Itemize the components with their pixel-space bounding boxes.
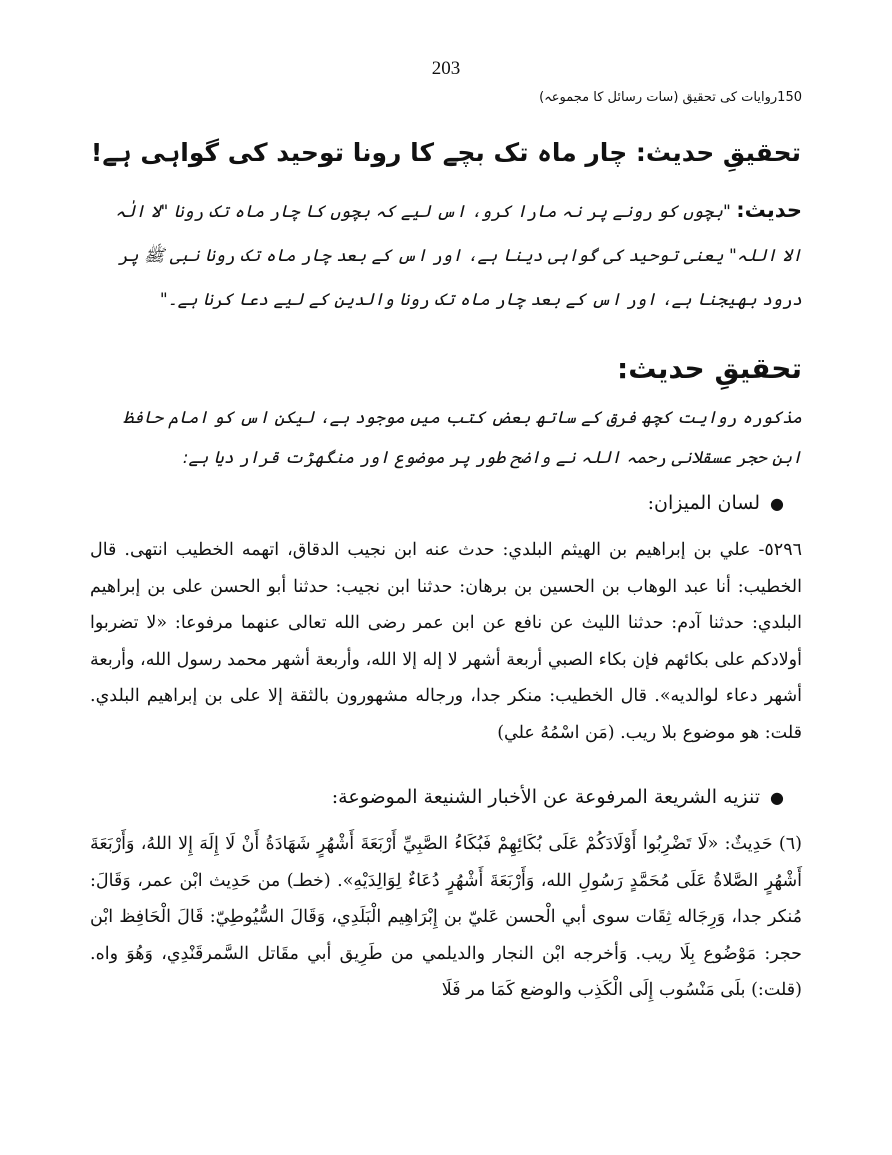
bullet-icon: ●	[770, 494, 784, 513]
section-heading: تحقیقِ حدیث:	[617, 352, 802, 385]
source-2-text: (٦) حَدِيثٌ: «لَا تَضْرِبُوا أَوْلَادَكُمْ عَلَى بُكَائِهِمْ فَبُكَاءُ الصَّبِيِّ أَرْبَعَةَ أَشْهُرٍ شَهَادَةُ أَنْ لَا إِلَهَ إِلا اللهُ، وَأَرْبَعَةَ أَشْهُرٍ الصَّلاةُ عَلَى مُحَمَّدٍ رَسُولِ الله، وَأَرْبَعَةَ أَشْهُرٍ دُعَاءٌ لِوَالِدَيْهِ». (خطـ) من حَدِيث ابْن عمر، وَقَالَ: مُنكر جدا، وَرِجَاله ثِقَات سوى أبي الْحسن عَليّ بن إِبْرَاهِيم الْبَلَدِي، وَقَالَ السُّيُوطِيّ: قَالَ الْحَافِظ ابْن حجر: مَوْضُوع بِلَا ريب. وَأخرجه ابْن النجار والديلمي من طَرِيق أبي مقَاتل السَّمرقَنْدِي، وَهُوَ واه. (قلت:) بلَى مَنْسُوب إِلَى الْكَذِب والوضع كَمَا مر فَلَا	[90, 834, 802, 1000]
source-1-heading	[648, 492, 784, 514]
source-2-heading	[332, 786, 784, 808]
source-1-text: ٥٢٩٦- علي بن إبراهيم بن الهيثم البلدي: حدث عنه ابن نجيب الدقاق، اتهمه الخطيب انتهى. قال الخطيب: أنا عبد الوهاب بن الحسين بن برهان: حدثنا ابن نجيب: حدثنا أبو الحسن على بن إبراهيم البلدي: حدثنا آدم: حدثنا الليث عن نافع عن ابن عمر رضى الله تعالى عنهما مرفوعا: «لا تضربوا أولادكم على بكائهم فإن بكاء الصبي أربعة أشهر لا إله إلا الله، وأربعة أشهر محمد رسول الله، وأربعة أشهر دعاء لوالديه». قال الخطيب: منكر جدا، ورجاله مشهورون بالثقة إلا على بن إبراهيم البلدي. قلت: هو موضوع بلا ريب. (مَن اسْمُهُ علي)	[90, 540, 803, 743]
intro-paragraph: مذکورہ روایت کچھ فرق کے ساتھ بعض کتب میں موجود ہے، لیکن اس کو امام حافظ ابن حجر عسقلانی رحمہ اللہ نے واضح طور پر موضوع اور منگھڑت قرار دیا ہے:	[123, 408, 802, 468]
source-1-label: لسان الميزان:	[647, 492, 761, 514]
hadith-paragraph	[90, 188, 802, 322]
source-1-quote	[90, 532, 802, 751]
source-2-label: تنزيه الشريعة المرفوعة عن الأخبار الشنيعة الموضوعة:	[331, 786, 761, 808]
source-2-quote	[90, 826, 802, 1009]
hadith-label: حدیث:	[736, 198, 802, 222]
bullet-icon: ●	[770, 788, 784, 807]
hadith-text: "بچوں کو رونے پر نہ مارا کرو، اس لیے کہ بچوں کا چار ماہ تک رونا "لا الٰہ الا اللہ" یعنی توحید کی گواہی دینا ہے، اور اس کے بعد چار ماہ تک رونا نبی ﷺ پر درود بھیجنا ہے، اور اس کے بعد چار ماہ تک رونا والدین کے لیے دعا کرنا ہے۔"	[115, 202, 802, 310]
page-number: 203	[431, 58, 461, 79]
page-title: تحقیقِ حدیث: چار ماہ تک بچے کا رونا توحید کی گواہی ہے!	[90, 138, 802, 167]
running-head: 150روایات کی تحقیق (سات رسائل کا مجموعہ)	[539, 90, 802, 105]
